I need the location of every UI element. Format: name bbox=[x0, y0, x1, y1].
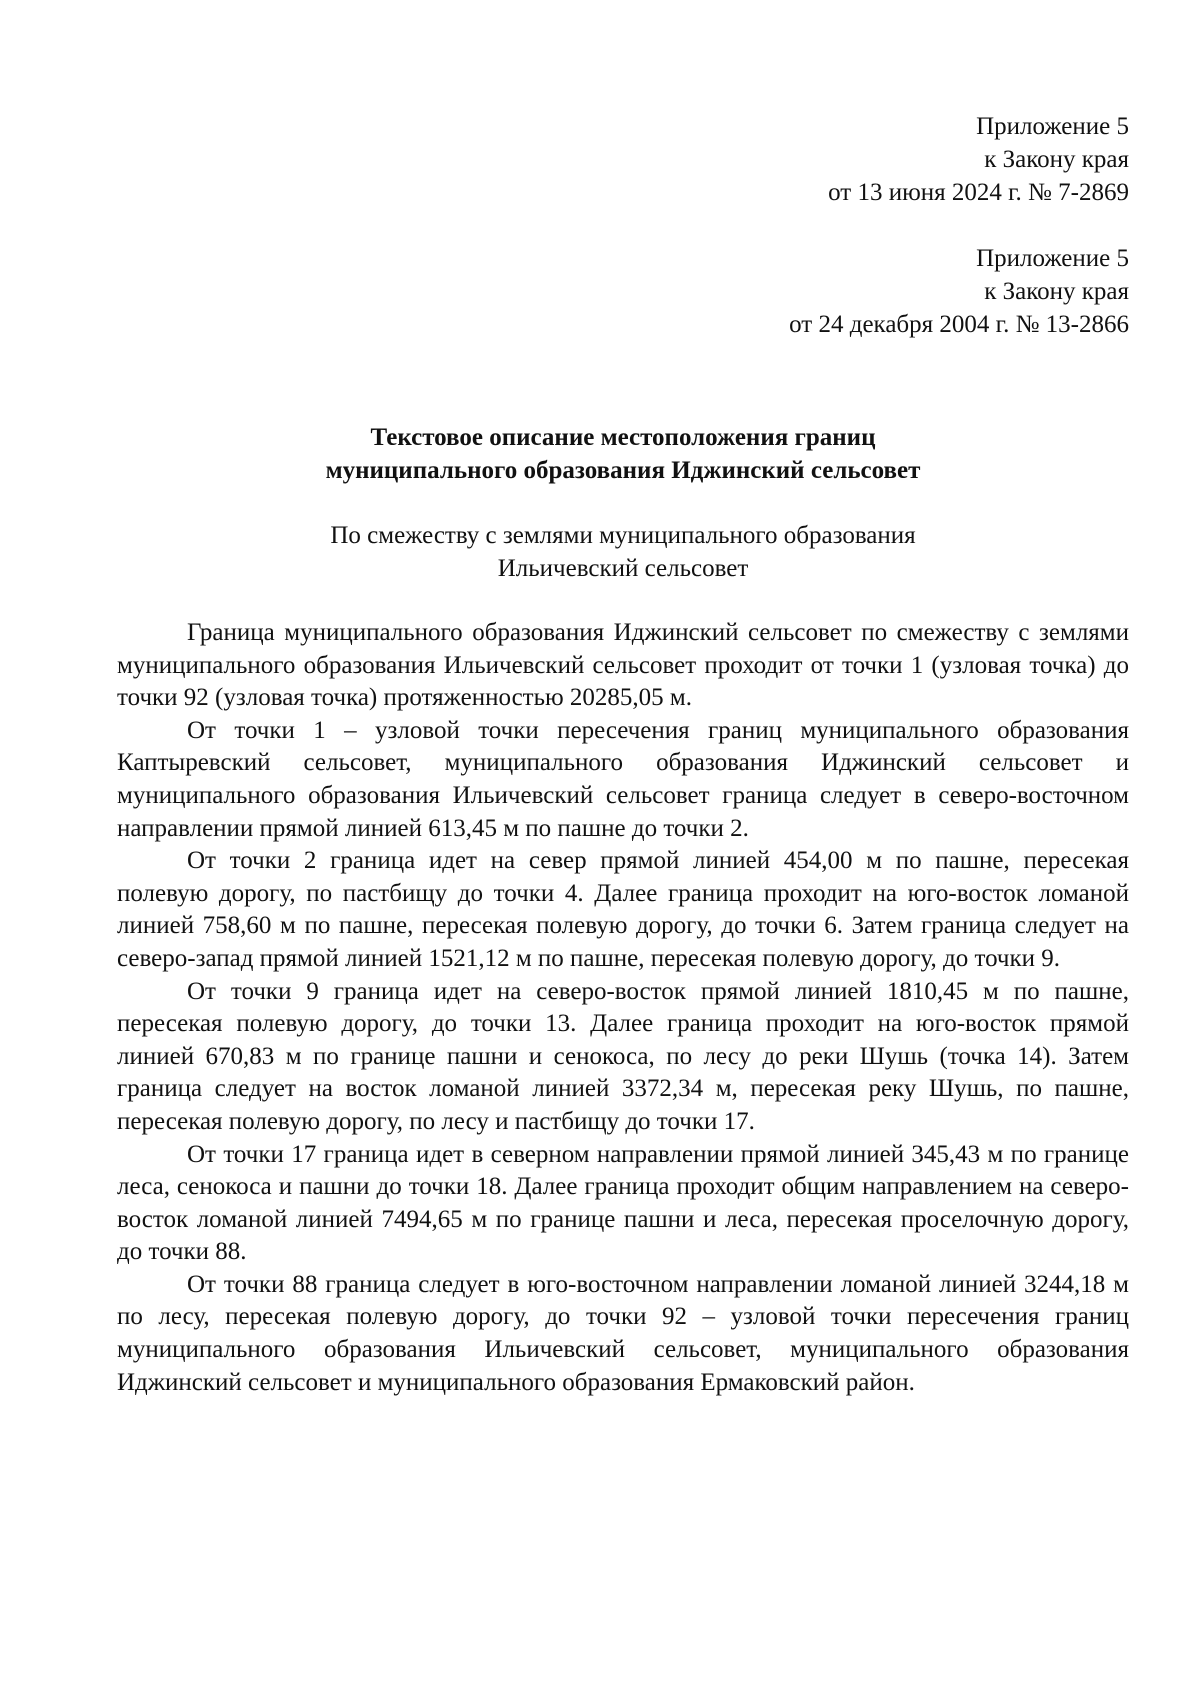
appendix-current-number: Приложение 5 bbox=[976, 113, 1129, 140]
appendix-original-number: Приложение 5 bbox=[976, 245, 1129, 272]
appendix-current-date: от 13 июня 2024 г. № 7-2869 bbox=[828, 179, 1129, 206]
document-title bbox=[117, 421, 1129, 487]
paragraph-4: От точки 9 граница идет на северо-восток прямой линией 1810,45 м по пашне, пересекая полевую дорогу, до точки 13. Далее граница проходит на юго-восток прямой линией 670,83 м по границе пашни и сенокоса, по лесу до реки Шушь (точка 14). Затем граница следует на восток ломаной линией 3372,34 м, пересекая реку Шушь, по пашне, пересекая полевую дорогу, по лесу и пастбищу до точки 17. bbox=[117, 977, 1129, 1135]
appendix-original-date: от 24 декабря 2004 г. № 13-2866 bbox=[789, 311, 1129, 338]
paragraph-2: От точки 1 – узловой точки пересечения границ муниципального образования Каптыревский сельсовет, муниципального образования Иджинский сельсовет и муниципального образования Ильичевский сельсовет граница следует в северо-восточном направлении прямой линией 613,45 м по пашне до точки 2. bbox=[117, 716, 1129, 842]
document-title-line-1: Текстовое описание местоположения границ bbox=[370, 424, 876, 451]
appendix-current-law: к Закону края bbox=[984, 146, 1129, 173]
body-text bbox=[117, 617, 1129, 1399]
appendix-current-block bbox=[117, 110, 1129, 209]
section-heading bbox=[117, 519, 1129, 585]
appendix-original-block bbox=[117, 242, 1129, 341]
paragraph-5: От точки 17 граница идет в северном направлении прямой линией 345,43 м по границе леса, сенокоса и пашни до точки 18. Далее граница проходит общим направлением на северо-восток ломаной линией 7494,65 м по границе пашни и леса, пересекая проселочную дорогу, до точки 88. bbox=[117, 1140, 1129, 1266]
paragraph-6: От точки 88 граница следует в юго-восточном направлении ломаной линией 3244,18 м по лесу, пересекая полевую дорогу, до точки 92 – узловой точки пересечения границ муниципального образования Ильичевский сельсовет, муниципального образования Иджинский сельсовет и муниципального образования Ермаковский район. bbox=[117, 1270, 1129, 1396]
appendix-original-law: к Закону края bbox=[984, 278, 1129, 305]
paragraph-1: Граница муниципального образования Иджинский сельсовет по смежеству с землями муниципального образования Ильичевский сельсовет проходит от точки 1 (узловая точка) до точки 92 (узловая точка) протяженностью 20285,05 м. bbox=[117, 619, 1129, 712]
document-page bbox=[117, 110, 1129, 1399]
section-heading-line-2: Ильичевский сельсовет bbox=[497, 555, 749, 582]
document-title-line-2: муниципального образования Иджинский сельсовет bbox=[325, 457, 921, 484]
paragraph-3: От точки 2 граница идет на север прямой линией 454,00 м по пашне, пересекая полевую дорогу, по пастбищу до точки 4. Далее граница проходит на юго-восток ломаной линией 758,60 м по пашне, пересекая полевую дорогу, до точки 6. Затем граница следует на северо-запад прямой линией 1521,12 м по пашне, пересекая полевую дорогу, до точки 9. bbox=[117, 847, 1129, 972]
section-heading-line-1: По смежеству с землями муниципального образования bbox=[330, 522, 916, 549]
